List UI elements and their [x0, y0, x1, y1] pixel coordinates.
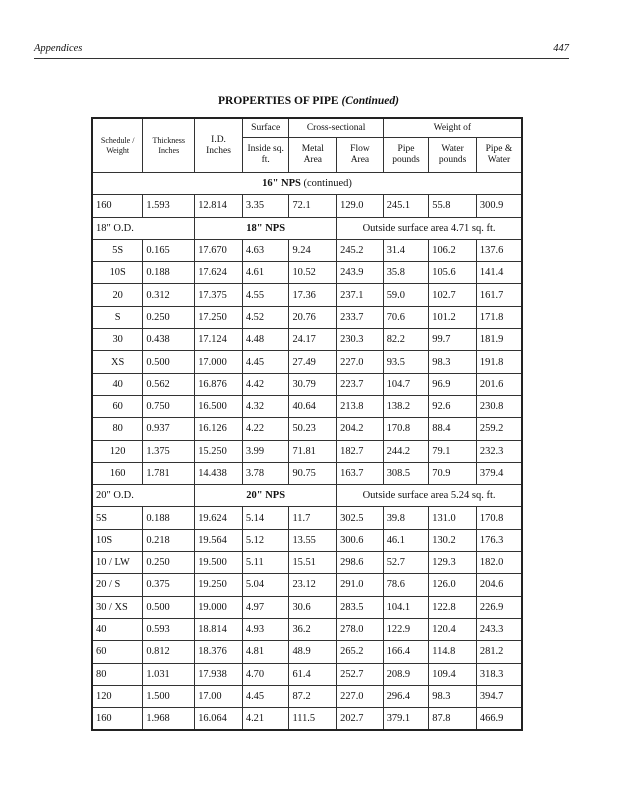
table-cell: 39.8 — [383, 507, 429, 529]
table-cell: 160 — [92, 195, 143, 217]
table-cell: 129.0 — [337, 195, 384, 217]
table-cell: S — [92, 306, 143, 328]
col-header-id: I.D. Inches — [195, 118, 243, 173]
table-row — [92, 462, 522, 484]
table-row — [92, 329, 522, 351]
table-cell: 379.4 — [476, 462, 522, 484]
table-cell: 296.4 — [383, 685, 429, 707]
table-cell: 141.4 — [476, 262, 522, 284]
table-cell: 4.55 — [242, 284, 289, 306]
table-cell: 99.7 — [429, 329, 477, 351]
table-cell: 1.500 — [143, 685, 195, 707]
table-cell: 9.24 — [289, 239, 337, 261]
table-row — [92, 284, 522, 306]
table-cell: 17.938 — [195, 663, 243, 685]
table-cell: 204.2 — [337, 418, 384, 440]
table-title — [0, 95, 617, 107]
table-cell: 15.51 — [289, 552, 337, 574]
table-cell: 14.438 — [195, 462, 243, 484]
table-cell: 3.78 — [242, 462, 289, 484]
table-cell: 16.500 — [195, 395, 243, 417]
table-cell: 4.61 — [242, 262, 289, 284]
table-cell: 201.6 — [476, 373, 522, 395]
table-cell: 0.438 — [143, 329, 195, 351]
table-cell: 230.8 — [476, 395, 522, 417]
table-cell: 59.0 — [383, 284, 429, 306]
table-cell: 19.624 — [195, 507, 243, 529]
col-header-thickness: Thickness Inches — [143, 118, 195, 173]
table-cell: 60 — [92, 641, 143, 663]
table-cell: 17.124 — [195, 329, 243, 351]
table-cell: 35.8 — [383, 262, 429, 284]
table-cell: 227.0 — [337, 351, 384, 373]
table-cell: 138.2 — [383, 395, 429, 417]
table-cell: 182.0 — [476, 552, 522, 574]
table-cell: 114.8 — [429, 641, 477, 663]
table-row — [92, 685, 522, 707]
table-cell: 213.8 — [337, 395, 384, 417]
section-header-20nps — [92, 485, 522, 507]
group-header-cross-sectional: Cross-sectional — [289, 118, 383, 138]
table-cell: 1.031 — [143, 663, 195, 685]
table-cell: 232.3 — [476, 440, 522, 462]
table-cell: 17.000 — [195, 351, 243, 373]
table-cell: 161.7 — [476, 284, 522, 306]
table-cell: 243.3 — [476, 618, 522, 640]
table-cell: 0.750 — [143, 395, 195, 417]
table-cell: 30.6 — [289, 596, 337, 618]
table-cell: 40 — [92, 373, 143, 395]
table-cell: 90.75 — [289, 462, 337, 484]
table-cell: 71.81 — [289, 440, 337, 462]
table-cell: 137.6 — [476, 239, 522, 261]
table-cell: 126.0 — [429, 574, 477, 596]
section-16-nps-label: 16" NPS — [262, 178, 301, 190]
table-cell: 120 — [92, 440, 143, 462]
table-cell: 1.593 — [143, 195, 195, 217]
table-cell: 0.188 — [143, 507, 195, 529]
table-cell: 46.1 — [383, 529, 429, 551]
table-row — [92, 596, 522, 618]
table-row — [92, 529, 522, 551]
table-cell: 230.3 — [337, 329, 384, 351]
table-cell: 166.4 — [383, 641, 429, 663]
col-header-pipe-pounds: Pipe pounds — [383, 138, 429, 173]
table-cell: 13.55 — [289, 529, 337, 551]
table-cell: 243.9 — [337, 262, 384, 284]
table-row — [92, 418, 522, 440]
table-cell: 19.250 — [195, 574, 243, 596]
table-cell: 17.624 — [195, 262, 243, 284]
table-cell: 120.4 — [429, 618, 477, 640]
table-cell: 96.9 — [429, 373, 477, 395]
table-cell: 24.17 — [289, 329, 337, 351]
col-header-schedule: Schedule / Weight — [92, 118, 143, 173]
table-cell: 17.375 — [195, 284, 243, 306]
table-cell: 129.3 — [429, 552, 477, 574]
table-cell: 88.4 — [429, 418, 477, 440]
table-cell: 16.876 — [195, 373, 243, 395]
table-cell: 252.7 — [337, 663, 384, 685]
table-cell: 16.064 — [195, 708, 243, 731]
table-cell: 202.7 — [337, 708, 384, 731]
table-cell: 0.250 — [143, 306, 195, 328]
table-cell: 233.7 — [337, 306, 384, 328]
table-cell: 19.564 — [195, 529, 243, 551]
table-cell: 122.8 — [429, 596, 477, 618]
table-row — [92, 440, 522, 462]
table-row — [92, 574, 522, 596]
table-cell: 20 — [92, 284, 143, 306]
table-cell: 104.1 — [383, 596, 429, 618]
table-row — [92, 239, 522, 261]
section-18-nps-label: 18" NPS — [246, 222, 286, 234]
table-title-suffix: (Continued) — [341, 95, 399, 107]
table-cell: 61.4 — [289, 663, 337, 685]
table-cell: 4.42 — [242, 373, 289, 395]
table-cell: 109.4 — [429, 663, 477, 685]
table-cell: 106.2 — [429, 239, 477, 261]
table-cell: 278.0 — [337, 618, 384, 640]
running-header-section: Appendices — [34, 43, 83, 54]
table-row — [92, 351, 522, 373]
table-cell: 466.9 — [476, 708, 522, 731]
table-cell: 0.500 — [143, 596, 195, 618]
table-cell: 245.1 — [383, 195, 429, 217]
table-cell: XS — [92, 351, 143, 373]
table-cell: 0.218 — [143, 529, 195, 551]
table-cell: 55.8 — [429, 195, 477, 217]
table-cell: 308.5 — [383, 462, 429, 484]
table-cell: 3.35 — [242, 195, 289, 217]
table-cell: 5.14 — [242, 507, 289, 529]
table-cell: 4.52 — [242, 306, 289, 328]
col-header-water-pounds: Water pounds — [429, 138, 477, 173]
table-cell: 4.81 — [242, 641, 289, 663]
table-cell: 244.2 — [383, 440, 429, 462]
table-cell: 302.5 — [337, 507, 384, 529]
table-cell: 130.2 — [429, 529, 477, 551]
section-header-18nps — [92, 217, 522, 239]
table-cell: 0.312 — [143, 284, 195, 306]
table-cell: 160 — [92, 708, 143, 731]
table-row — [92, 618, 522, 640]
table-cell: 10S — [92, 529, 143, 551]
table-cell: 27.49 — [289, 351, 337, 373]
table-cell: 4.45 — [242, 351, 289, 373]
table-cell: 191.8 — [476, 351, 522, 373]
table-cell: 111.5 — [289, 708, 337, 731]
table-cell: 15.250 — [195, 440, 243, 462]
table-cell: 237.1 — [337, 284, 384, 306]
table-cell: 379.1 — [383, 708, 429, 731]
table-cell: 181.9 — [476, 329, 522, 351]
table-cell: 40 — [92, 618, 143, 640]
table-cell: 70.6 — [383, 306, 429, 328]
table-cell: 87.8 — [429, 708, 477, 731]
table-cell: 4.97 — [242, 596, 289, 618]
table-cell: 5.12 — [242, 529, 289, 551]
section-18-outside-area: Outside surface area 4.71 sq. ft. — [337, 217, 522, 239]
table-cell: 226.9 — [476, 596, 522, 618]
table-cell: 122.9 — [383, 618, 429, 640]
table-cell: 3.99 — [242, 440, 289, 462]
table-cell: 0.500 — [143, 351, 195, 373]
table-row — [92, 641, 522, 663]
table-cell: 10 / LW — [92, 552, 143, 574]
table-cell: 4.70 — [242, 663, 289, 685]
col-header-inside: Inside sq. ft. — [242, 138, 289, 173]
header-rule — [34, 58, 569, 59]
table-cell: 17.250 — [195, 306, 243, 328]
table-cell: 4.63 — [242, 239, 289, 261]
table-cell: 298.6 — [337, 552, 384, 574]
table-cell: 131.0 — [429, 507, 477, 529]
table-cell: 101.2 — [429, 306, 477, 328]
table-cell: 5S — [92, 507, 143, 529]
table-cell: 36.2 — [289, 618, 337, 640]
table-cell: 170.8 — [383, 418, 429, 440]
table-cell: 171.8 — [476, 306, 522, 328]
table-cell: 5.04 — [242, 574, 289, 596]
table-cell: 0.188 — [143, 262, 195, 284]
table-cell: 318.3 — [476, 663, 522, 685]
table-cell: 30 / XS — [92, 596, 143, 618]
table-cell: 50.23 — [289, 418, 337, 440]
section-20-outside-area: Outside surface area 5.24 sq. ft. — [337, 485, 522, 507]
table-cell: 160 — [92, 462, 143, 484]
table-cell: 80 — [92, 663, 143, 685]
table-cell: 245.2 — [337, 239, 384, 261]
table-cell: 300.9 — [476, 195, 522, 217]
table-cell: 208.9 — [383, 663, 429, 685]
table-cell: 79.1 — [429, 440, 477, 462]
table-cell: 4.22 — [242, 418, 289, 440]
group-header-surface: Surface — [242, 118, 289, 138]
table-cell: 20 / S — [92, 574, 143, 596]
table-row — [92, 552, 522, 574]
col-header-flow-area: Flow Area — [337, 138, 384, 173]
pipe-properties-table — [91, 117, 523, 731]
table-cell: 18.376 — [195, 641, 243, 663]
group-header-weight-of: Weight of — [383, 118, 522, 138]
table-cell: 176.3 — [476, 529, 522, 551]
table-cell: 10S — [92, 262, 143, 284]
section-18-od: 18" O.D. — [92, 217, 195, 239]
table-cell: 0.165 — [143, 239, 195, 261]
table-cell: 10.52 — [289, 262, 337, 284]
table-row — [92, 708, 522, 731]
table-cell: 72.1 — [289, 195, 337, 217]
col-header-pipe-and-water: Pipe & Water — [476, 138, 522, 173]
table-cell: 283.5 — [337, 596, 384, 618]
table-cell: 23.12 — [289, 574, 337, 596]
table-cell: 0.593 — [143, 618, 195, 640]
table-cell: 0.937 — [143, 418, 195, 440]
table-cell: 52.7 — [383, 552, 429, 574]
table-cell: 4.32 — [242, 395, 289, 417]
table-row — [92, 395, 522, 417]
table-cell: 105.6 — [429, 262, 477, 284]
table-cell: 0.375 — [143, 574, 195, 596]
table-cell: 5S — [92, 239, 143, 261]
table-cell: 204.6 — [476, 574, 522, 596]
table-cell: 0.562 — [143, 373, 195, 395]
table-cell: 12.814 — [195, 195, 243, 217]
table-cell: 20.76 — [289, 306, 337, 328]
table-cell: 182.7 — [337, 440, 384, 462]
table-cell: 60 — [92, 395, 143, 417]
table-row — [92, 507, 522, 529]
table-cell: 16.126 — [195, 418, 243, 440]
table-cell: 4.21 — [242, 708, 289, 731]
table-cell: 70.9 — [429, 462, 477, 484]
table-cell: 1.968 — [143, 708, 195, 731]
table-cell: 227.0 — [337, 685, 384, 707]
table-cell: 30 — [92, 329, 143, 351]
table-cell: 80 — [92, 418, 143, 440]
table-cell: 0.812 — [143, 641, 195, 663]
table-cell: 0.250 — [143, 552, 195, 574]
section-20-od: 20" O.D. — [92, 485, 195, 507]
table-cell: 1.781 — [143, 462, 195, 484]
table-cell: 4.48 — [242, 329, 289, 351]
table-cell: 18.814 — [195, 618, 243, 640]
table-cell: 11.7 — [289, 507, 337, 529]
table-cell: 120 — [92, 685, 143, 707]
table-cell: 223.7 — [337, 373, 384, 395]
table-cell: 300.6 — [337, 529, 384, 551]
table-row — [92, 663, 522, 685]
table-cell: 170.8 — [476, 507, 522, 529]
table-cell: 17.36 — [289, 284, 337, 306]
table-cell: 19.500 — [195, 552, 243, 574]
table-cell: 394.7 — [476, 685, 522, 707]
table-cell: 4.93 — [242, 618, 289, 640]
table-cell: 4.45 — [242, 685, 289, 707]
table-cell: 78.6 — [383, 574, 429, 596]
table-cell: 102.7 — [429, 284, 477, 306]
table-cell: 163.7 — [337, 462, 384, 484]
table-cell: 104.7 — [383, 373, 429, 395]
table-cell: 17.670 — [195, 239, 243, 261]
table-title-main: PROPERTIES OF PIPE — [218, 95, 339, 107]
section-20-nps-label: 20" NPS — [246, 490, 286, 502]
col-header-metal-area: Metal Area — [289, 138, 337, 173]
table-cell: 87.2 — [289, 685, 337, 707]
table-row — [92, 306, 522, 328]
table-cell: 5.11 — [242, 552, 289, 574]
table-cell: 291.0 — [337, 574, 384, 596]
table-cell: 48.9 — [289, 641, 337, 663]
table-cell: 92.6 — [429, 395, 477, 417]
table-cell: 281.2 — [476, 641, 522, 663]
table-row — [92, 373, 522, 395]
table-cell: 259.2 — [476, 418, 522, 440]
section-header-16nps — [92, 173, 522, 195]
section-16-suffix: (continued) — [303, 178, 352, 190]
page-number: 447 — [553, 43, 569, 54]
table-cell: 40.64 — [289, 395, 337, 417]
table-cell: 1.375 — [143, 440, 195, 462]
table-cell: 17.00 — [195, 685, 243, 707]
table-row — [92, 262, 522, 284]
table-cell: 19.000 — [195, 596, 243, 618]
table-cell: 82.2 — [383, 329, 429, 351]
table-cell: 98.3 — [429, 351, 477, 373]
table-cell: 31.4 — [383, 239, 429, 261]
table-cell: 93.5 — [383, 351, 429, 373]
table-row — [92, 195, 522, 217]
table-cell: 98.3 — [429, 685, 477, 707]
table-cell: 265.2 — [337, 641, 384, 663]
table-cell: 30.79 — [289, 373, 337, 395]
